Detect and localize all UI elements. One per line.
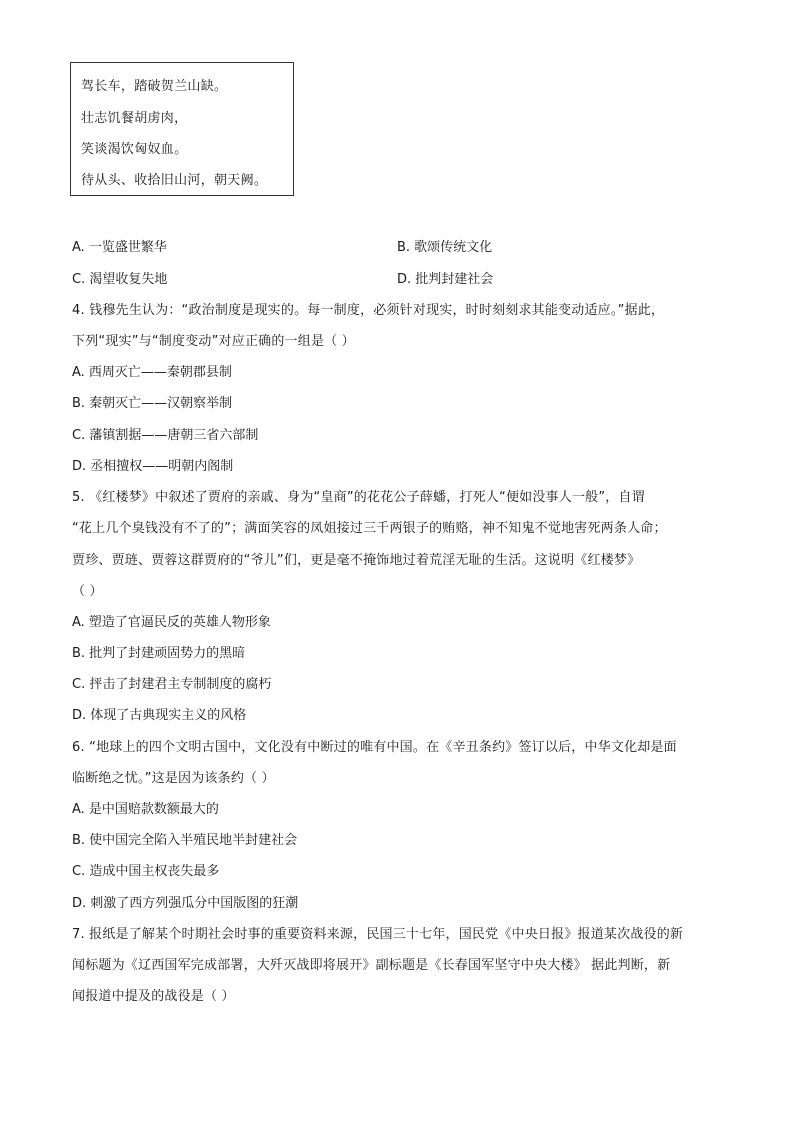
q7-stem-line: 闻报道中提及的战役是（ ）	[72, 989, 235, 1004]
q5-stem-line: “花上几个臭钱没有不了的”；满面笑容的凤姐接过三千两银子的贿赂，神不知鬼不觉地害死两条人命；	[72, 521, 667, 536]
q5-stem-line: 贾珍、贾琏、贾蓉这群贾府的“爷儿”们，更是毫不掩饰地过着荒淫无耻的生活。这说明《红楼梦》	[72, 553, 641, 568]
q4-option-c: C. 藩镇割据——唐朝三省六部制	[72, 428, 259, 443]
q4-stem-line: 下列“现实”与“制度变动”对应正确的一组是（ ）	[72, 334, 355, 349]
q4-option-b: B. 秦朝灭亡——汉朝察举制	[72, 396, 233, 411]
q3-option-a: A. 一览盛世繁华	[72, 240, 167, 255]
q5-option-b: B. 批判了封建顽固势力的黑暗	[72, 646, 246, 661]
q3-option-c: C. 渴望收复失地	[72, 272, 168, 287]
q6-option-b: B. 使中国完全陷入半殖民地半封建社会	[72, 833, 298, 848]
q6-stem-line: 临断绝之忧。”这是因为该条约（ ）	[72, 771, 275, 786]
q7-stem-line: 7. 报纸是了解某个时期社会时事的重要资料来源，民国三十七年，国民党《中央日报》报道某次战役的新	[72, 927, 684, 942]
q4-stem-line: 4. 钱穆先生认为：“政治制度是现实的。每一制度，必须针对现实，时时刻刻求其能变动适应。”据此，	[72, 303, 665, 318]
q4-option-a: A. 西周灭亡——秦朝郡县制	[72, 365, 232, 380]
q5-option-a: A. 塑造了官逼民反的英雄人物形象	[72, 615, 271, 630]
poem-line: 壮志饥餐胡虏肉，	[81, 111, 188, 126]
q3-option-d: D. 批判封建社会	[397, 272, 494, 287]
poem-line: 驾长车，踏破贺兰山缺。	[81, 79, 228, 94]
q3-option-b: B. 歌颂传统文化	[397, 240, 493, 255]
q6-option-a: A. 是中国赔款数额最大的	[72, 802, 219, 817]
q5-stem-line: （ ）	[72, 584, 103, 599]
poem-line: 笑谈渴饮匈奴血。	[81, 142, 188, 157]
q7-stem-line: 闻标题为《辽西国军完成部署，大歼灭战即将展开》副标题是《长春国军坚守中央大楼》 据此判断，新	[72, 958, 671, 973]
q4-option-d: D. 丞相擅权——明朝内阁制	[72, 459, 234, 474]
q6-option-c: C. 造成中国主权丧失最多	[72, 864, 220, 879]
poem-box	[70, 62, 294, 196]
q5-option-c: C. 抨击了封建君主专制制度的腐朽	[72, 677, 272, 692]
poem-line: 待从头、收拾旧山河，朝天阙。	[81, 173, 268, 188]
q5-option-d: D. 体现了古典现实主义的风格	[72, 708, 247, 723]
q6-stem-line: 6. “地球上的四个文明古国中，文化没有中断过的唯有中国。在《辛丑条约》签订以后，中华文化却是面	[72, 740, 677, 755]
q5-stem-line: 5. 《红楼梦》中叙述了贾府的亲戚、身为“皇商”的花花公子薛蟠，打死人“便如没事人一般”，自谓	[72, 490, 645, 505]
q6-option-d: D. 刺激了西方列强瓜分中国版图的狂潮	[72, 896, 299, 911]
